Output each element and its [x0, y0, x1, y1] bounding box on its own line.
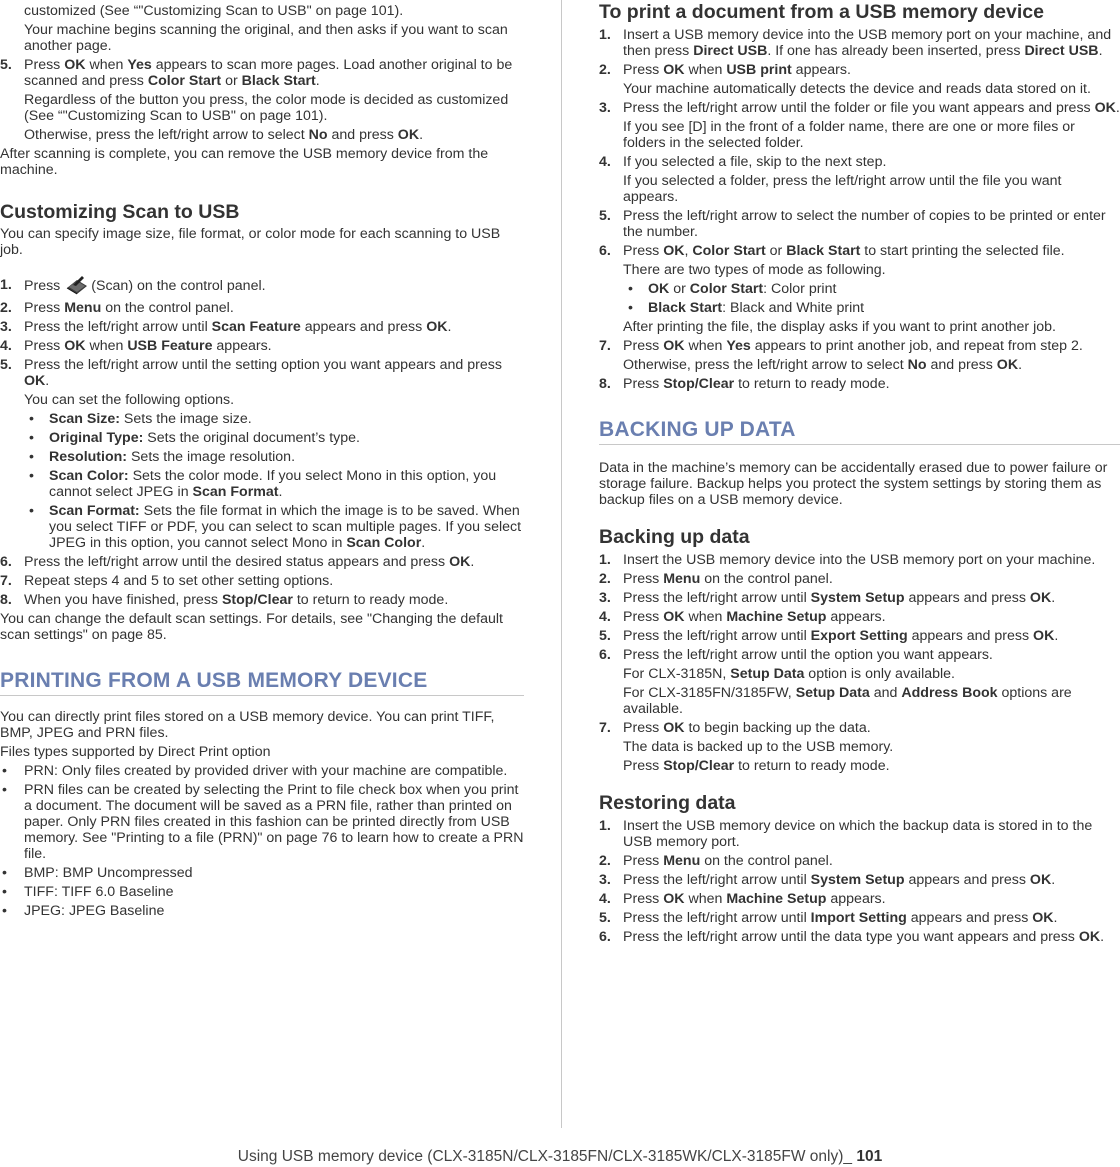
step-number: 1.: [599, 818, 611, 834]
text-run: or: [765, 243, 787, 259]
text-run: Press the left/right arrow until the data type you want appears and press: [623, 929, 1079, 945]
step: [0, 319, 524, 335]
bold-term: OK: [1033, 628, 1055, 644]
text-run: on the control panel.: [101, 300, 234, 316]
bold-term: Direct USB: [1024, 43, 1099, 59]
bold-term: USB Feature: [127, 338, 213, 354]
bullet-item: [599, 281, 1120, 297]
bold-term: Menu: [64, 300, 102, 316]
text-run: on the control panel.: [700, 571, 833, 587]
page-number: 101: [856, 1148, 883, 1165]
step: [599, 647, 1120, 663]
bullet-mark: •: [2, 782, 7, 798]
text-run: BMP: BMP Uncompressed: [24, 865, 193, 881]
text-run: when: [684, 62, 727, 78]
bold-term: Color Start: [147, 73, 222, 89]
bold-term: Export Setting: [810, 628, 908, 644]
text-run: .: [315, 73, 320, 89]
bold-term: Color Start: [692, 243, 766, 259]
text-run: Repeat steps 4 and 5 to set other setting options.: [24, 573, 334, 589]
text-run: Press the left/right arrow until the folder or file you want appears and press: [623, 100, 1095, 116]
column-divider: [561, 0, 562, 1128]
paragraph: [0, 146, 524, 178]
step-number: 2.: [0, 300, 12, 316]
text-run: When you have finished, press: [24, 592, 222, 608]
text-run: appears and press: [904, 872, 1030, 888]
text-run: Press: [623, 338, 664, 354]
bold-term: Scan Size:: [49, 411, 124, 427]
text-run: JPEG: JPEG Baseline: [24, 903, 165, 919]
bold-term: OK: [648, 281, 670, 297]
text-run: customized (See “"Customizing Scan to USB" on page 101).: [24, 3, 404, 19]
step-number: 6.: [599, 647, 611, 663]
bold-term: Menu: [663, 853, 701, 869]
bold-term: Import Setting: [810, 910, 907, 926]
step-number: 2.: [599, 853, 611, 869]
paragraph: [599, 758, 1120, 774]
step-number: 4.: [599, 891, 611, 907]
text-run: .: [278, 484, 283, 500]
text-run: Press: [623, 853, 664, 869]
text-run: Sets the image size.: [123, 411, 252, 427]
text-run: appears and press: [907, 628, 1034, 644]
bold-term: Scan Feature: [211, 319, 301, 335]
text-run: when: [684, 891, 727, 907]
paragraph: [599, 262, 1120, 278]
footer-text: Using USB memory device (CLX-3185N/CLX-3185FN/CLX-3185WK/CLX-3185FW only)_: [237, 1148, 857, 1165]
text-run: .: [45, 373, 50, 389]
bold-term: Machine Setup: [726, 891, 827, 907]
bold-term: OK: [1029, 590, 1052, 606]
step: [599, 872, 1120, 888]
bullet-item: [599, 300, 1120, 316]
bullet-mark: •: [29, 468, 34, 484]
paragraph: [0, 127, 524, 143]
bold-term: Setup Data: [730, 666, 805, 682]
page-footer: [0, 1148, 1120, 1166]
text-run: Press the left/right arrow until the desired status appears and press: [24, 554, 450, 570]
text-run: You can set the following options.: [24, 392, 235, 408]
text-run: Press: [623, 891, 664, 907]
text-run: when: [85, 57, 128, 73]
step: [599, 609, 1120, 625]
text-run: Press: [24, 57, 65, 73]
backing-up-intro: Data in the machine’s memory can be accidentally erased due to power failure or storage failure. Backup helps you protect the system settings by storing them as backup files on a USB memory device.: [599, 460, 1108, 508]
bold-term: No: [907, 357, 927, 373]
step: [599, 27, 1120, 59]
text-run: Otherwise, press the left/right arrow to select: [623, 357, 908, 373]
bullet-item: [0, 903, 524, 919]
bold-term: Black Start: [786, 243, 861, 259]
bold-term: Yes: [726, 338, 751, 354]
step-number: 8.: [599, 376, 611, 392]
bullet-mark: •: [29, 430, 34, 446]
bullet-mark: •: [2, 865, 7, 881]
step-number: 1.: [599, 552, 611, 568]
bold-term: Address Book: [901, 685, 998, 701]
bold-term: Scan Format: [192, 484, 279, 500]
bold-term: Stop/Clear: [221, 592, 293, 608]
text-run: option is only available.: [804, 666, 955, 682]
print-document-steps: [599, 27, 1120, 392]
text-run: Press the left/right arrow until: [623, 910, 811, 926]
step-number: 5.: [0, 57, 12, 73]
text-run: Your machine automatically detects the device and reads data stored on it.: [623, 81, 1091, 97]
text-run: Press: [623, 720, 664, 736]
step-number: 2.: [599, 62, 611, 78]
step: [599, 818, 1120, 850]
bold-term: Scan Color:: [49, 468, 133, 484]
text-run: .: [1018, 357, 1023, 373]
bullet-mark: •: [29, 449, 34, 465]
text-run: appears.: [826, 609, 886, 625]
text-run: Press the left/right arrow to select the number of copies to be printed or enter the number.: [623, 208, 1106, 240]
text-run: .: [470, 554, 475, 570]
bullet-mark: •: [29, 411, 34, 427]
paragraph: [599, 319, 1120, 335]
text-run: Press the left/right arrow until the setting option you want appears and press: [24, 357, 502, 373]
bold-term: Black Start: [648, 300, 723, 316]
text-run: .: [421, 535, 426, 551]
paragraph: [599, 685, 1120, 717]
text-run: to start printing the selected file.: [860, 243, 1065, 259]
step-number: 1.: [0, 277, 12, 293]
text-run: ,: [684, 243, 693, 259]
bullet-mark: •: [628, 281, 633, 297]
text-run: appears.: [826, 891, 886, 907]
text-run: appears and press: [904, 590, 1030, 606]
text-run: Otherwise, press the left/right arrow to select: [24, 127, 309, 143]
bold-term: OK: [24, 373, 46, 389]
text-run: Press the left/right arrow until the option you want appears.: [623, 647, 993, 663]
text-run: when: [85, 338, 128, 354]
step-number: 7.: [599, 338, 611, 354]
text-run: .: [1100, 929, 1105, 945]
text-run: Files types supported by Direct Print option: [0, 744, 271, 760]
step: [599, 243, 1120, 259]
text-run: appears.: [791, 62, 851, 78]
text-run: There are two types of mode as following.: [623, 262, 886, 278]
text-run: Press: [623, 62, 664, 78]
step: [0, 554, 524, 570]
text-run: Press: [623, 571, 664, 587]
bold-term: Direct USB: [693, 43, 768, 59]
text-run: .: [419, 127, 424, 143]
text-run: TIFF: TIFF 6.0 Baseline: [24, 884, 174, 900]
bullet-item: [0, 449, 524, 465]
step: [599, 154, 1120, 170]
bold-term: OK: [1078, 929, 1101, 945]
step-number: 2.: [599, 571, 611, 587]
step: [599, 590, 1120, 606]
text-run: options are available.: [623, 685, 1072, 717]
bold-term: OK: [1094, 100, 1116, 116]
step-number: 4.: [0, 338, 12, 354]
step: [599, 62, 1120, 78]
step-number: 4.: [599, 154, 611, 170]
text-run: to return to ready mode.: [734, 758, 890, 774]
bullet-item: [0, 468, 524, 500]
text-run: when: [684, 338, 727, 354]
step: [599, 100, 1120, 116]
bold-term: OK: [663, 243, 685, 259]
text-run: Press: [24, 338, 65, 354]
customizing-step-1: [0, 274, 524, 297]
step-number: 7.: [0, 573, 12, 589]
bullet-mark: •: [2, 903, 7, 919]
bold-term: OK: [397, 127, 420, 143]
text-run: For CLX-3185FN/3185FW,: [623, 685, 796, 701]
customizing-scan-intro: You can specify image size, file format, or color mode for each scanning to USB job.: [0, 226, 501, 258]
paragraph: [599, 119, 1120, 151]
text-run: You can change the default scan settings. For details, see "Changing the default scan settings" on page 85.: [0, 611, 503, 643]
text-run: appears.: [212, 338, 272, 354]
bold-term: OK: [64, 338, 86, 354]
text-run: or: [669, 281, 690, 297]
step-number: 3.: [599, 100, 611, 116]
bold-term: OK: [1029, 872, 1052, 888]
text-run: Insert a USB memory device into the USB memory port on your machine, and then press: [623, 27, 1112, 59]
bold-term: No: [308, 127, 328, 143]
text-run: Press the left/right arrow until: [623, 872, 811, 888]
step-number: 6.: [0, 554, 12, 570]
bold-term: OK: [64, 57, 86, 73]
bold-term: Stop/Clear: [663, 758, 735, 774]
step: [599, 552, 1120, 568]
text-run: Press: [623, 609, 664, 625]
step-number: 3.: [0, 319, 12, 335]
text-run: Insert the USB memory device into the USB memory port on your machine.: [623, 552, 1096, 568]
step-number: 6.: [599, 929, 611, 945]
bullet-item: [0, 430, 524, 446]
right-column: [599, 0, 1120, 948]
bold-term: Scan Color: [346, 535, 422, 551]
text-run: Sets the image resolution.: [130, 449, 296, 465]
bold-term: Color Start: [689, 281, 764, 297]
text-run: Sets the file format in which the image is to be saved. When you select TIFF or PDF, you can select to scan multiple pages. If you select JPEG in this option, you cannot select Mono in: [49, 503, 522, 551]
bold-term: OK: [663, 62, 685, 78]
text-run: .: [1051, 872, 1056, 888]
text-run: If you selected a file, skip to the next step.: [623, 154, 887, 170]
text-run: or: [221, 73, 242, 89]
text-run: . If one has already been inserted, press: [767, 43, 1025, 59]
step: [599, 929, 1120, 945]
text-run: Sets the color mode. If you select Mono in this option, you cannot select JPEG in: [49, 468, 497, 500]
bold-term: OK: [663, 609, 685, 625]
bullet-item: [0, 503, 524, 551]
paragraph: [599, 666, 1120, 682]
text-run: .: [1053, 910, 1058, 926]
text-run: Press: [24, 300, 65, 316]
customizing-steps: [0, 300, 524, 643]
bold-term: OK: [663, 338, 685, 354]
step: [0, 338, 524, 354]
restoring-data-heading: Restoring data: [599, 792, 736, 814]
text-run: Insert the USB memory device on which the backup data is stored in to the USB memory port.: [623, 818, 1093, 850]
bold-term: OK: [663, 891, 685, 907]
backing-up-section-heading: BACKING UP DATA: [599, 417, 1120, 445]
paragraph: [0, 92, 524, 124]
bold-term: System Setup: [810, 872, 905, 888]
text-run: For CLX-3185N,: [623, 666, 731, 682]
text-run: to return to ready mode.: [292, 592, 449, 608]
bold-term: OK: [996, 357, 1019, 373]
step-number: 1.: [599, 27, 611, 43]
step: [0, 300, 524, 316]
text-run: and: [869, 685, 902, 701]
step-1-prefix: Press: [24, 278, 61, 294]
text-run: when: [684, 609, 727, 625]
printing-content: [0, 709, 524, 919]
bold-term: Original Type:: [49, 430, 148, 446]
bold-term: Stop/Clear: [663, 376, 735, 392]
text-run: Press: [623, 758, 664, 774]
step-number: 5.: [599, 628, 611, 644]
paragraph: [0, 392, 524, 408]
text-run: Press the left/right arrow until: [623, 628, 811, 644]
text-run: You can directly print files stored on a USB memory device. You can print TIFF, BMP, JPEG and PRN files.: [0, 709, 495, 741]
text-run: After printing the file, the display asks if you want to print another job.: [623, 319, 1056, 335]
text-run: .: [1054, 628, 1059, 644]
step: [0, 357, 524, 389]
paragraph: [0, 744, 524, 760]
step-number: 3.: [599, 590, 611, 606]
text-run: on the control panel.: [700, 853, 833, 869]
bold-term: Machine Setup: [726, 609, 827, 625]
left-column: [0, 0, 524, 922]
step: [599, 891, 1120, 907]
paragraph: [599, 81, 1120, 97]
text-run: Press the left/right arrow until: [24, 319, 212, 335]
step-number: 5.: [0, 357, 12, 373]
bullet-item: [0, 865, 524, 881]
text-run: to return to ready mode.: [734, 376, 890, 392]
customizing-scan-heading: Customizing Scan to USB: [0, 201, 240, 223]
step-number: 5.: [599, 208, 611, 224]
text-run: After scanning is complete, you can remove the USB memory device from the machine.: [0, 146, 489, 178]
paragraph: [0, 3, 524, 19]
text-run: Press the left/right arrow until: [623, 590, 811, 606]
bullet-item: [0, 763, 524, 779]
bold-term: Yes: [127, 57, 152, 73]
step: [599, 720, 1120, 736]
step: [0, 57, 524, 89]
bold-term: Black Start: [241, 73, 316, 89]
step-number: 4.: [599, 609, 611, 625]
text-run: .: [1115, 100, 1120, 116]
text-run: PRN files can be created by selecting the Print to file check box when you print a document. The document will be saved as a PRN file, rather than printed on paper. Only PRN files created in this fashion can be printed directly from USB memory. See "Printing to a file (PRN)" on page 76 to learn how to create a PRN file.: [24, 782, 524, 862]
paragraph: [599, 173, 1120, 205]
step: [599, 208, 1120, 240]
continued-steps: [0, 3, 524, 178]
step: [599, 338, 1120, 354]
bold-term: OK: [1032, 910, 1054, 926]
step: [599, 376, 1120, 392]
text-run: and press: [926, 357, 997, 373]
text-run: Press: [623, 376, 664, 392]
text-run: Press: [623, 243, 664, 259]
backing-up-steps: [599, 552, 1120, 774]
bold-term: OK: [426, 319, 448, 335]
bullet-mark: •: [29, 503, 34, 519]
print-document-heading: To print a document from a USB memory device: [599, 1, 1044, 23]
text-run: PRN: Only files created by provided driver with your machine are compatible.: [24, 763, 508, 779]
step-number: 8.: [0, 592, 12, 608]
bullet-mark: •: [628, 300, 633, 316]
text-run: appears to print another job, and repeat from step 2.: [750, 338, 1083, 354]
paragraph: [599, 739, 1120, 755]
scan-button-icon: [64, 274, 90, 296]
step-number: 3.: [599, 872, 611, 888]
text-run: Sets the original document’s type.: [147, 430, 360, 446]
bullet-mark: •: [2, 884, 7, 900]
text-run: .: [447, 319, 452, 335]
printing-section-heading: PRINTING FROM A USB MEMORY DEVICE: [0, 668, 524, 696]
backing-up-data-heading: Backing up data: [599, 526, 750, 548]
text-run: If you see [D] in the front of a folder name, there are one or more files or folders in the selected folder.: [623, 119, 1075, 151]
step-number: 7.: [599, 720, 611, 736]
text-run: The data is backed up to the USB memory.: [623, 739, 894, 755]
paragraph: [0, 22, 524, 54]
bold-term: System Setup: [810, 590, 905, 606]
bold-term: Setup Data: [795, 685, 870, 701]
step: [599, 853, 1120, 869]
bullet-item: [0, 411, 524, 427]
restoring-steps: [599, 818, 1120, 945]
text-run: appears and press: [300, 319, 427, 335]
text-run: appears to scan more pages. Load another original to be scanned and press: [24, 57, 513, 89]
bold-term: OK: [663, 720, 685, 736]
bold-term: OK: [449, 554, 471, 570]
text-run: appears and press: [906, 910, 1033, 926]
text-run: .: [1051, 590, 1056, 606]
text-run: and press: [327, 127, 398, 143]
bullet-item: [0, 884, 524, 900]
step: [0, 573, 524, 589]
text-run: Your machine begins scanning the original, and then asks if you want to scan another page.: [24, 22, 508, 54]
text-run: Regardless of the button you press, the color mode is decided as customized (See “"Customizing Scan to USB" on page 101).: [24, 92, 509, 124]
step-number: 5.: [599, 910, 611, 926]
step-number: 6.: [599, 243, 611, 259]
text-run: If you selected a folder, press the left/right arrow until the file you want appears.: [623, 173, 1062, 205]
text-run: to begin backing up the data.: [684, 720, 871, 736]
bold-term: Resolution:: [49, 449, 131, 465]
bold-term: Scan Format:: [49, 503, 144, 519]
text-run: : Color print: [763, 281, 837, 297]
step: [599, 571, 1120, 587]
paragraph: [599, 357, 1120, 373]
bullet-mark: •: [2, 763, 7, 779]
paragraph: [0, 611, 524, 643]
step: [0, 592, 524, 608]
text-run: .: [1098, 43, 1103, 59]
step: [599, 910, 1120, 926]
step: [599, 628, 1120, 644]
step-1-suffix: (Scan) on the control panel.: [91, 278, 266, 294]
bold-term: USB print: [726, 62, 792, 78]
bullet-item: [0, 782, 524, 862]
bold-term: Menu: [663, 571, 701, 587]
text-run: : Black and White print: [722, 300, 865, 316]
paragraph: [0, 709, 524, 741]
